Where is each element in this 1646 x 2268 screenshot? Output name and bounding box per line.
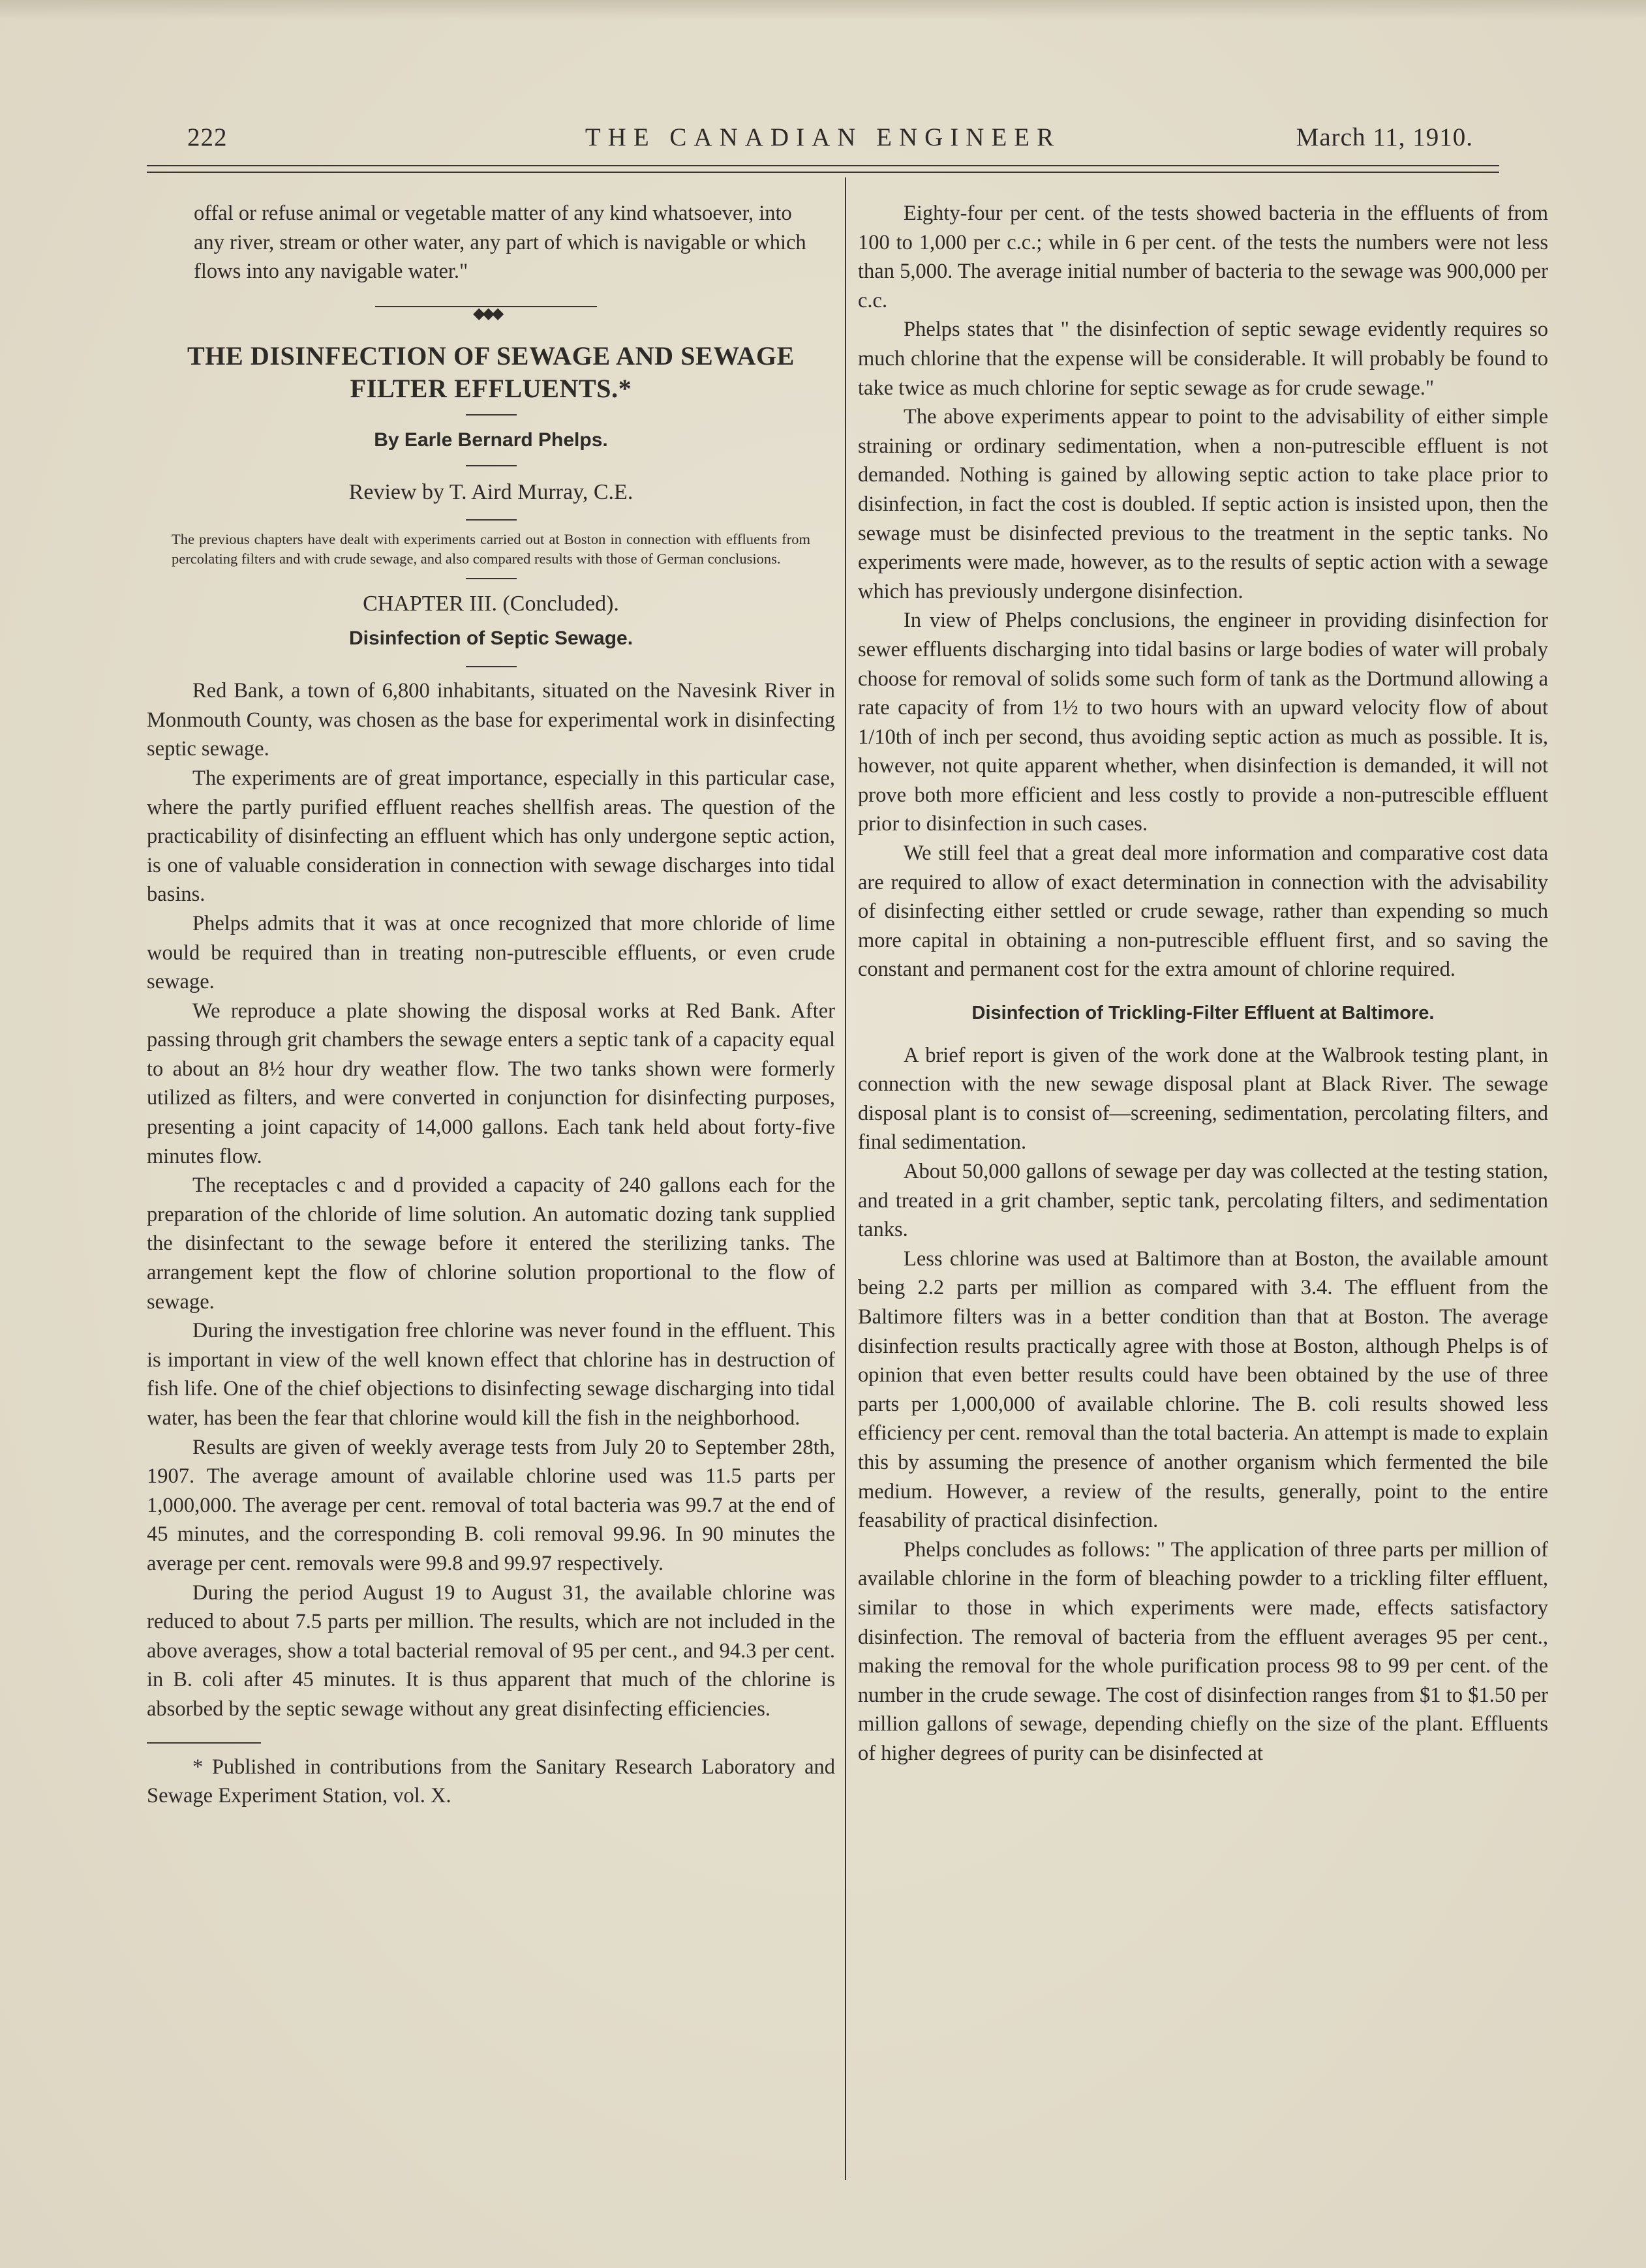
journal-title: THE CANADIAN ENGINEER <box>585 123 1061 151</box>
quote-continuation: offal or refuse animal or vegetable matter of any kind whatsoever, into any river, stream or other water, any part of which is navigable or which flows into any navigable water." <box>194 202 806 284</box>
section-rule <box>466 666 517 667</box>
byline-rule <box>466 465 517 466</box>
page-edge-shadow <box>0 0 1646 20</box>
paragraph: About 50,000 gallons of sewage per day was collected at the testing station, and treated in a grit chamber, septic tank, percolating filters, and sedimentation tanks. <box>858 1160 1548 1242</box>
ornament-diamond-icon: ◆◆◆ <box>473 305 502 322</box>
chapter-heading: CHAPTER III. (Concluded). <box>363 591 619 616</box>
paragraph: Red Bank, a town of 6,800 inhabitants, situated on the Navesink River in Monmouth County, was chosen as the base for experimental work in disinfecting septic sewage. <box>147 679 835 761</box>
left-column <box>147 199 835 1811</box>
header-rule-top <box>147 165 1499 166</box>
article-title: THE DISINFECTION OF SEWAGE AND SEWAGE FILTER EFFLUENTS.* <box>187 340 795 403</box>
paragraph: Phelps concludes as follows: " The application of three parts per million of available chlorine in the form of bleaching powder to a trickling filter effluent, similar to those in which experiments were made, effects satisfactory disinfection. The removal of bacteria from the effluent averages 95 per cent., making the removal for the whole purification process 98 to 99 per cent. of the number in the crude sewage. The cost of disinfection ranges from $1 to $1.50 per million gallons of sewage, depending chiefly on the size of the plant. Effluents of higher degrees of purity can be disinfected at <box>858 1537 1548 1765</box>
page-number: 222 <box>187 123 228 151</box>
paragraph: Phelps admits that it was at once recognized that more chloride of lime would be required than in treating non-putrescible effluents, or even crude sewage. <box>147 911 835 994</box>
paragraph: Eighty-four per cent. of the tests showed bacteria in the effluents of from 100 to 1,000 per c.c.; while in 6 per cent. of the tests the numbers were not less than 5,000. The average initial number of bacteria to the sewage was 900,000 per c.c. <box>858 202 1548 312</box>
reviewer-rule <box>466 519 517 521</box>
section-ornament <box>147 292 835 322</box>
column-divider <box>845 177 846 2180</box>
right-column <box>858 199 1548 1768</box>
section-heading-septic: Disinfection of Septic Sewage. <box>348 627 633 649</box>
running-header <box>147 123 1499 162</box>
paragraph: In view of Phelps conclusions, the engineer in providing disinfection for sewer effluents discharging into tidal basins or large bodies of water will probaly choose for removal of solids some such form of tank as the Dortmund allowing a rate capacity of from 1½ to two hours with an upward velocity flow of about 1/10th of inch per second, thus avoiding septic action as much as possible. It is, however, not quite apparent whether, when disinfection is demanded, it will not prove both more efficient and less costly to provide a non-putrescible effluent prior to disinfection in such cases. <box>858 609 1548 836</box>
section-heading-baltimore: Disinfection of Trickling-Filter Effluent at Baltimore. <box>971 1003 1435 1024</box>
paragraph: During the investigation free chlorine was never found in the effluent. This is important in view of the well known effect that chlorine has in destruction of fish life. One of the chief objections to disinfecting sewage discharging into tidal water, has been the fear that chlorine would kill the fish in the neighborhood. <box>147 1319 835 1430</box>
paragraph: The receptacles c and d provided a capacity of 240 gallons each for the preparation of the chloride of lime solution. An automatic dozing tank supplied the disinfectant to the sewage before it entered the sterilizing tanks. The arrangement kept the flow of chlorine solution proportional to the flow of sewage. <box>147 1173 835 1314</box>
paragraph: Results are given of weekly average tests from July 20 to September 28th, 1907. The average amount of available chlorine used was 11.5 parts per 1,000,000. The average per cent. removal of total bacteria was 99.7 at the end of 45 minutes, and the corresponding B. coli removal 99.96. In 90 minutes the average per cent. removals were 99.8 and 99.97 respectively. <box>147 1435 835 1575</box>
paragraph: The above experiments appear to point to the advisability of either simple straining or ordinary sedimentation, when a non-putrescible effluent is not demanded. Nothing is gained by allowing septic action to take place prior to disinfection, in fact the cost is doubled. If septic action is insisted upon, then the sewage must be disinfected previous to the treatment in the septic tanks. No experiments were made, however, as to the results of septic action with a sewage which has previously undergone disinfection. <box>858 405 1548 603</box>
footnote: * Published in contributions from the Sanitary Research Laboratory and Sewage Experiment Station, vol. X. <box>147 1755 835 1808</box>
prefatory-note: The previous chapters have dealt with experiments carried out at Boston in connection with effluents from percolating filters and with crude sewage, and also compared results with those of German conclusions. <box>172 530 810 567</box>
footnote-rule <box>147 1742 261 1744</box>
paragraph: We still feel that a great deal more information and comparative cost data are required to allow of exact determination in connection with the advisability of disinfecting either settled or crude sewage, rather than expending so much more capital in obtaining a non-putrescible effluent first, and so saving the constant and permanent cost for the extra amount of chlorine required. <box>858 841 1548 982</box>
paragraph: Phelps states that " the disinfection of septic sewage evidently requires so much chlorine that the expense will be considerable. It will probably be found to take twice as much chlorine for septic sewage as for crude sewage." <box>858 318 1548 400</box>
paragraph: We reproduce a plate showing the disposal works at Red Bank. After passing through grit chambers the sewage enters a septic tank of a capacity equal to about an 8½ hour dry weather flow. The two tanks shown were formerly utilized as filters, and were converted in conjunction for disinfecting purposes, presenting a joint capacity of 14,000 gallons. Each tank held about forty-five minutes flow. <box>147 999 835 1168</box>
paragraph: A brief report is given of the work done at the Walbrook testing plant, in connection with the new sewage disposal plant at Black River. The sewage disposal plant is to consist of—screening, sedimentation, percolating filters, and final sedimentation. <box>858 1043 1548 1155</box>
title-rule <box>466 414 517 416</box>
byline: By Earle Bernard Phelps. <box>374 429 608 451</box>
paragraph: During the period August 19 to August 31, the available chlorine was reduced to about 7.5 parts per million. The results, which are not included in the above averages, show a total bacterial removal of 95 per cent., and 94.3 per cent. in B. coli after 45 minutes. It is thus apparent that much of the chlorine is absorbed by the septic sewage without any great disinfecting efficiencies. <box>147 1580 835 1721</box>
paragraph: Less chlorine was used at Baltimore than at Boston, the available amount being 2.2 parts per million as compared with 3.4. The effluent from the Baltimore filters was in a better condition than that at Boston. The average disinfection results practically agree with those at Boston, although Phelps is of opinion that even better results could have been obtained by the use of three parts per 1,000,000 of available chlorine. The B. coli results showed less efficiency per cent. removal than the total bacteria. An attempt is made to explain this by assuming the presence of another organism which fermented the bile medium. However, a review of the results, generally, point to the entire feasability of practical disinfection. <box>858 1247 1548 1533</box>
note-rule <box>466 578 517 579</box>
paragraph: The experiments are of great importance, especially in this particular case, where the partly purified effluent reaches shellfish areas. The question of the practicability of disinfecting an effluent which has only undergone septic action, is one of valuable consideration in connection with sewage discharges into tidal basins. <box>147 766 835 907</box>
reviewer-line: Review by T. Aird Murray, C.E. <box>348 480 633 505</box>
issue-date: March 11, 1910. <box>1296 123 1473 151</box>
header-rule-bottom <box>147 172 1499 173</box>
